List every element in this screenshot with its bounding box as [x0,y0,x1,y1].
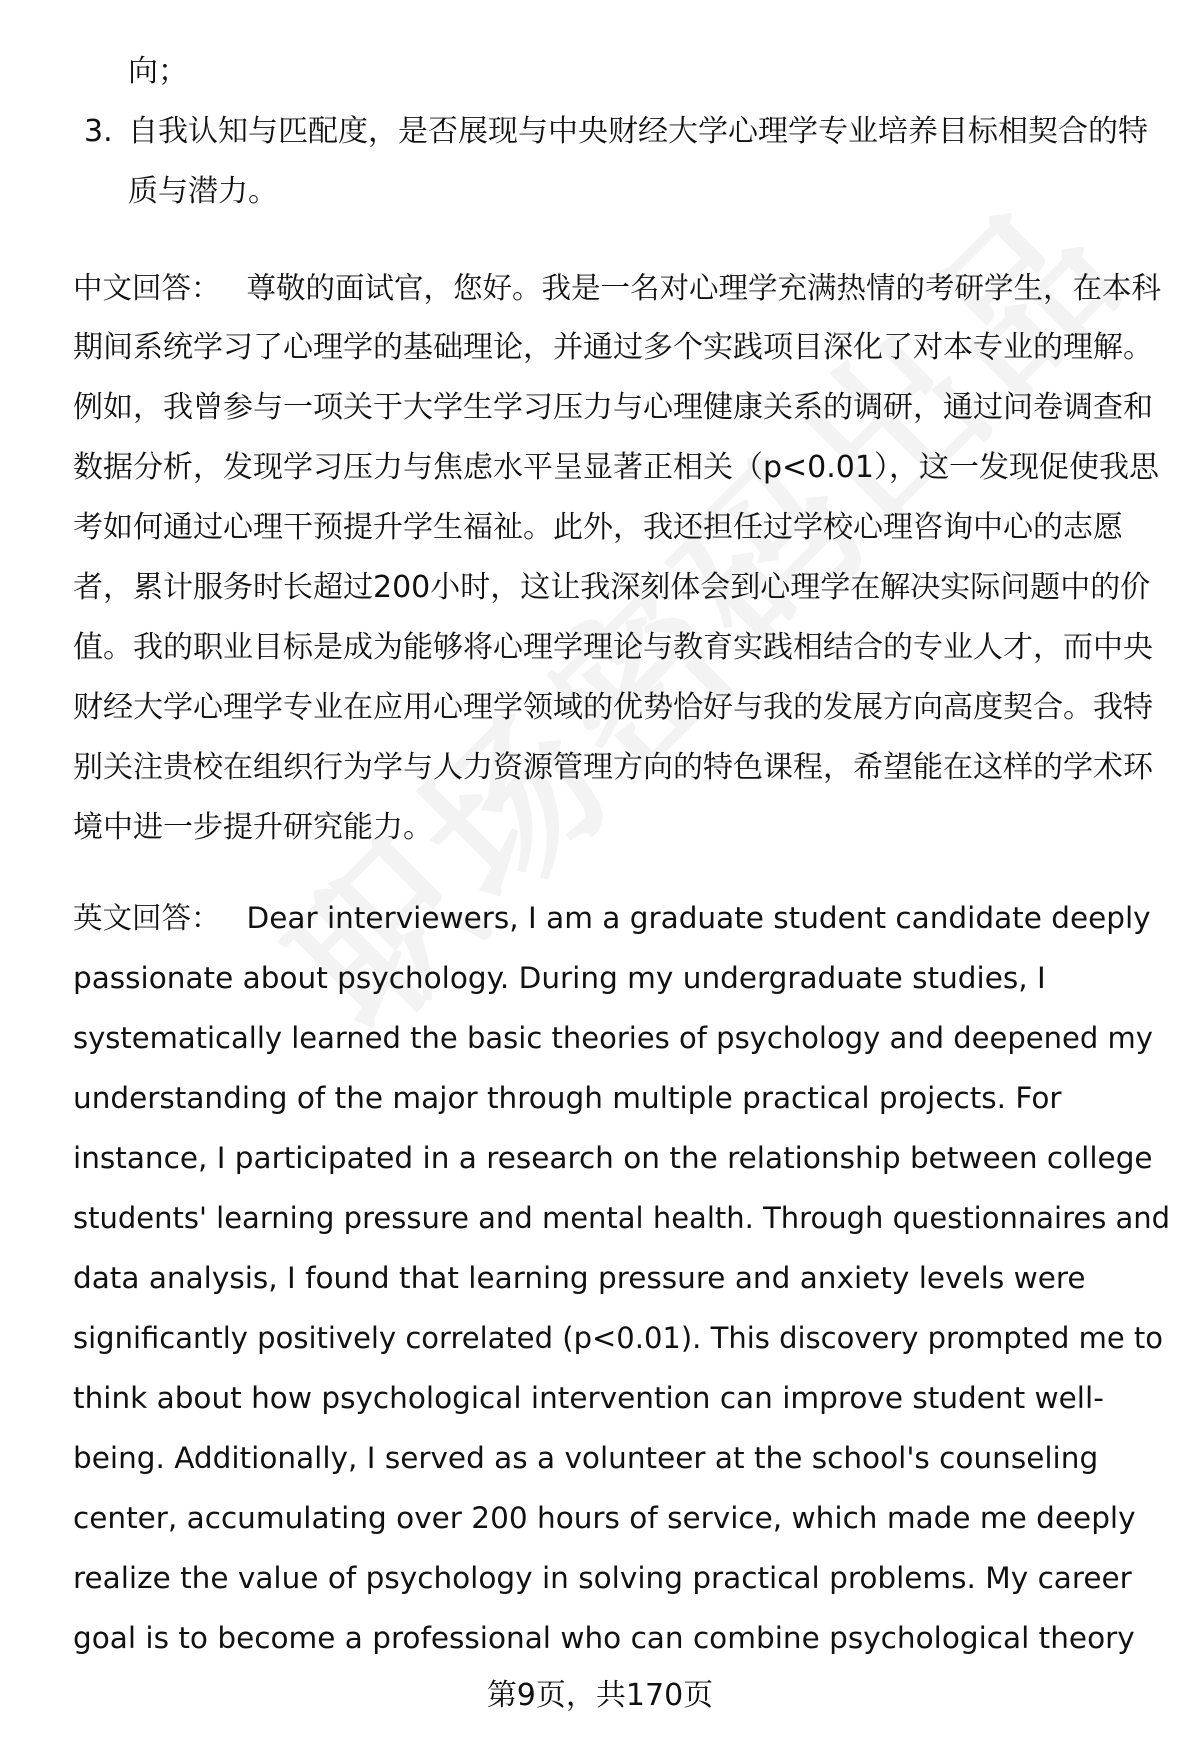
english-answer-line: passionate about psychology. During my undergraduate studies, I [73,961,1046,995]
list-item-number: 3. [84,114,113,149]
english-answer-line: think about how psychological intervention can improve student well- [73,1381,1104,1415]
english-answer-line: understanding of the major through multiple practical projects. For [73,1081,1062,1115]
chinese-answer-line: 值。我的职业目标是成为能够将心理学理论与教育实践相结合的专业人才，而中央 [73,630,1153,665]
english-answer-line: being. Additionally, I served as a volunteer at the school's counseling [73,1441,1099,1475]
chinese-answer-line: 尊敬的面试官，您好。我是一名对心理学充满热情的考研学生，在本科 [246,271,1162,305]
list-item-3-line-2: 质与潜力。 [128,174,278,209]
chinese-answer-line: 财经大学心理学专业在应用心理学领域的优势恰好与我的发展方向高度契合。我特 [73,690,1153,725]
chinese-answer-line: 期间系统学习了心理学的基础理论，并通过多个实践项目深化了对本专业的理解。 [73,330,1153,365]
chinese-answer-line: 数据分析，发现学习压力与焦虑水平呈显著正相关（p<0.01），这一发现促使我思 [73,450,1159,485]
page-indicator: 第9页，共170页 [486,1678,714,1713]
list-item-3-line-1: 自我认知与匹配度，是否展现与中央财经大学心理学专业培养目标相契合的特 [128,114,1148,149]
english-answer-line: Dear interviewers, I am a graduate student candidate deeply [246,901,1151,935]
english-answer-line: data analysis, I found that learning pressure and anxiety levels were [73,1261,1086,1295]
chinese-answer-line: 别关注贵校在组织行为学与人力资源管理方向的特色课程，希望能在这样的学术环 [73,750,1153,785]
english-answer-line: students' learning pressure and mental health. Through questionnaires and [73,1201,1171,1235]
chinese-answer-line: 例如，我曾参与一项关于大学生学习压力与心理健康关系的调研，通过问卷调查和 [73,390,1153,425]
chinese-answer-label: 中文回答： [73,271,221,305]
english-answer-line: systematically learned the basic theories of psychology and deepened my [73,1021,1153,1055]
chinese-answer-line: 考如何通过心理干预提升学生福祉。此外，我还担任过学校心理咨询中心的志愿 [73,510,1123,545]
english-answer-line: instance, I participated in a research on the relationship between college [73,1141,1153,1175]
chinese-answer-first-line [73,268,1161,308]
english-answer-line: significantly positively correlated (p<0.01). This discovery prompted me to [73,1321,1164,1355]
english-answer-line: realize the value of psychology in solving practical problems. My career [73,1561,1132,1595]
chinese-answer-line: 境中进一步提升研究能力。 [73,810,433,845]
english-answer-first-line [73,898,1151,938]
english-answer-line: goal is to become a professional who can combine psychological theory [73,1621,1135,1655]
list-prev-tail: 向； [128,54,188,89]
english-answer-label: 英文回答： [73,901,221,935]
english-answer-line: center, accumulating over 200 hours of service, which made me deeply [73,1501,1136,1535]
chinese-answer-line: 者，累计服务时长超过200小时，这让我深刻体会到心理学在解决实际问题中的价 [73,570,1151,605]
